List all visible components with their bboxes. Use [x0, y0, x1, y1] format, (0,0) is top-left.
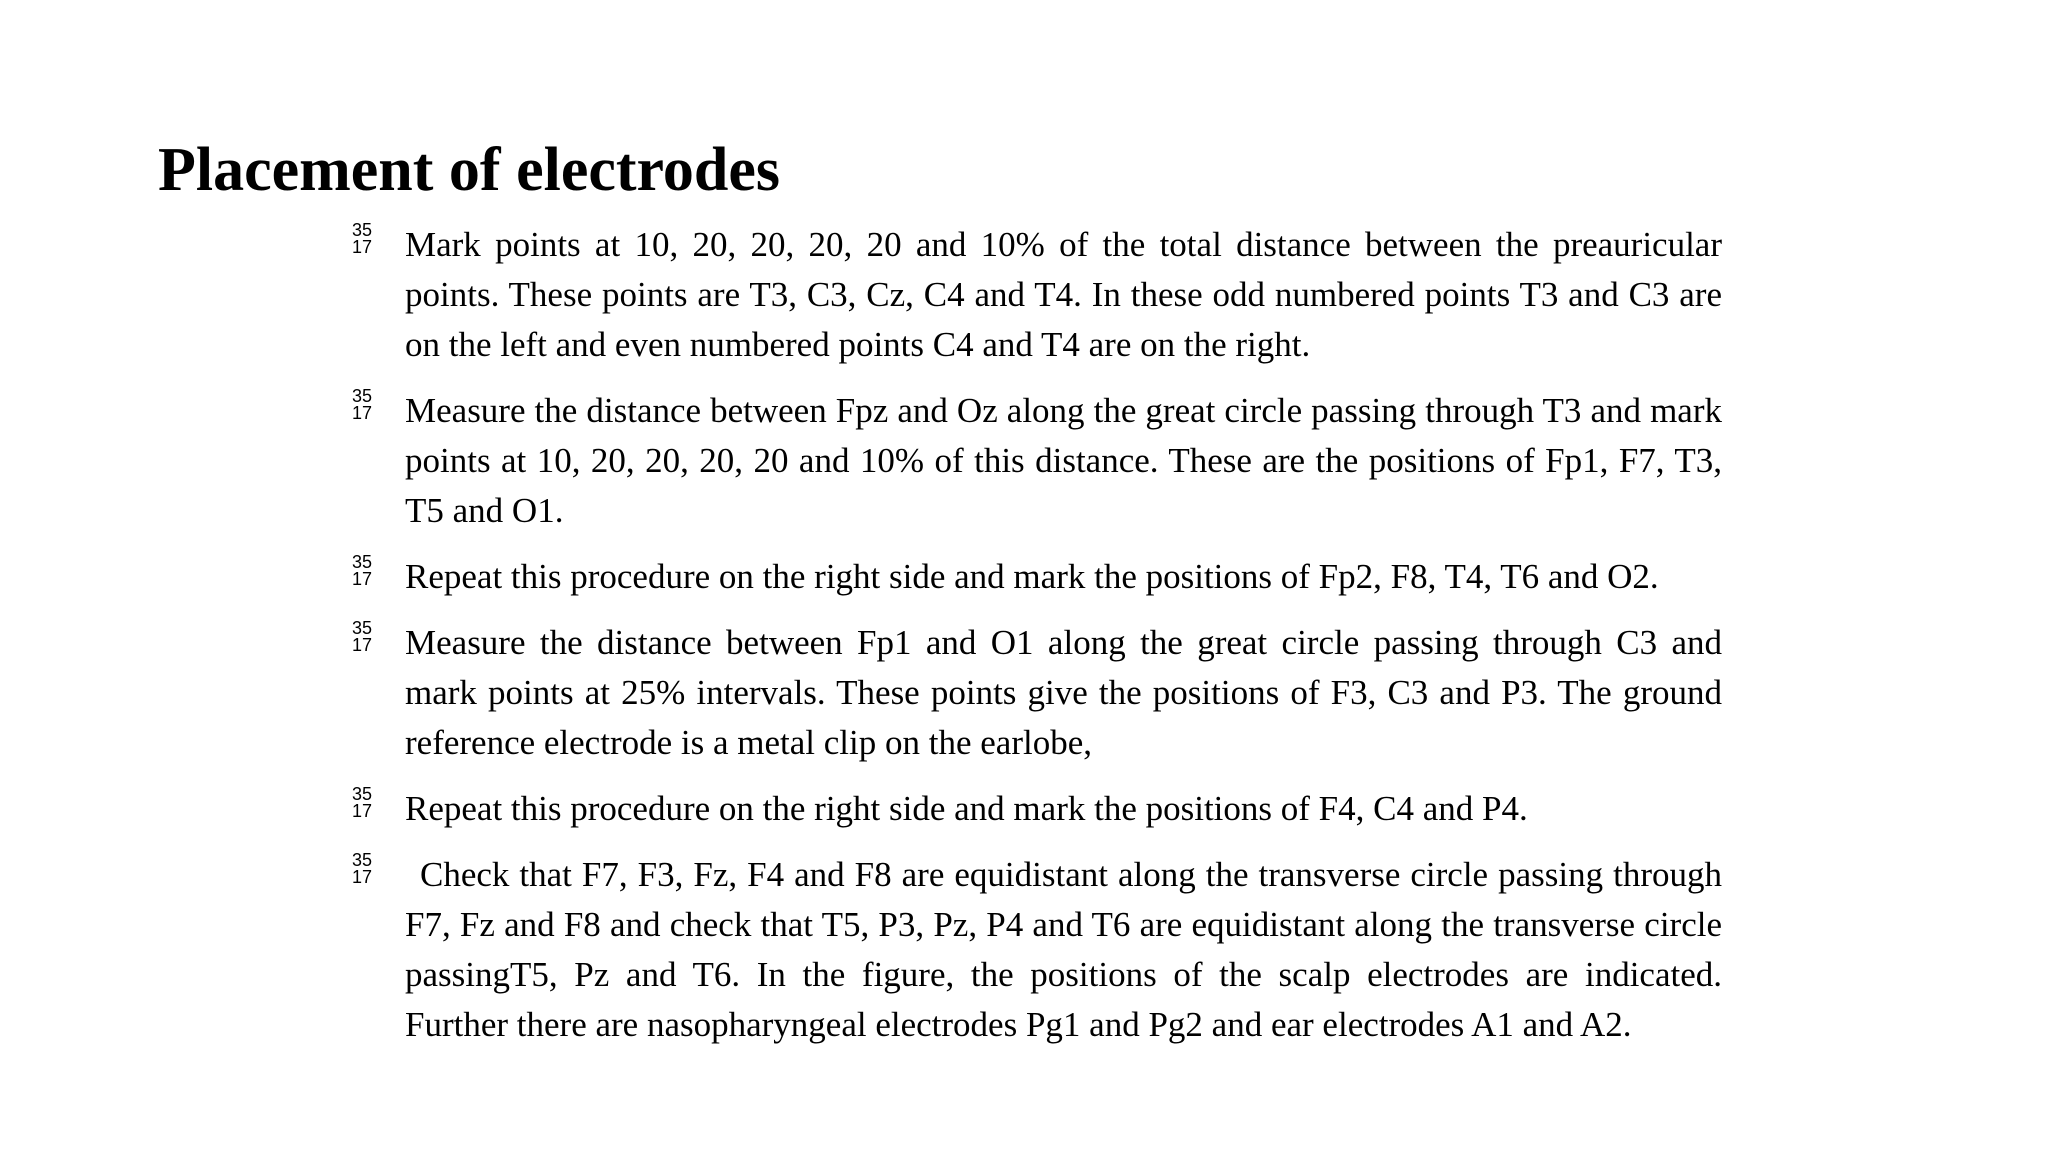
bullet-icon: 35 17 — [352, 784, 373, 821]
list-item — [352, 784, 1722, 834]
list-item-text: Check that F7, F3, Fz, F4 and F8 are equidistant along the transverse circle passing through F7, Fz and F8 and check that T5, P3, Pz, P4 and T6 are equidistant along the transverse circle passingT5, Pz and T6. In the figure, the positions of the scalp electrodes are indicated. Further there are nasopharyngeal electrodes Pg1 and Pg2 and ear electrodes A1 and A2. — [405, 855, 1722, 1044]
bullet-icon: 35 17 — [352, 552, 373, 589]
list-item-text: Repeat this procedure on the right side and mark the positions of F4, C4 and P4. — [405, 789, 1528, 828]
bullet-icon: 35 17 — [352, 850, 373, 887]
page-title: Placement of electrodes — [158, 136, 781, 204]
bullet-icon: 35 17 — [352, 220, 373, 257]
list-item — [352, 220, 1722, 370]
list-item-text: Repeat this procedure on the right side and mark the positions of Fp2, F8, T4, T6 and O2. — [405, 557, 1659, 596]
list-item — [352, 552, 1722, 602]
list-item-text: Measure the distance between Fpz and Oz along the great circle passing through T3 and mark points at 10, 20, 20, 20, 20 and 10% of this distance. These are the positions of Fp1, F7, T3, T5 and O1. — [405, 391, 1722, 530]
list-item — [352, 618, 1722, 768]
list-item — [352, 386, 1722, 536]
list-item-text: Mark points at 10, 20, 20, 20, 20 and 10% of the total distance between the preauricular points. These points are T3, C3, Cz, C4 and T4. In these odd numbered points T3 and C3 are on the left and even numbered points C4 and T4 are on the right. — [405, 225, 1722, 364]
bullet-list — [352, 220, 1722, 1066]
bullet-icon: 35 17 — [352, 386, 373, 423]
bullet-icon: 35 17 — [352, 618, 373, 655]
list-item-text: Measure the distance between Fp1 and O1 along the great circle passing through C3 and mark points at 25% intervals. These points give the positions of F3, C3 and P3. The ground reference electrode is a metal clip on the earlobe, — [405, 623, 1722, 762]
list-item — [352, 850, 1722, 1050]
